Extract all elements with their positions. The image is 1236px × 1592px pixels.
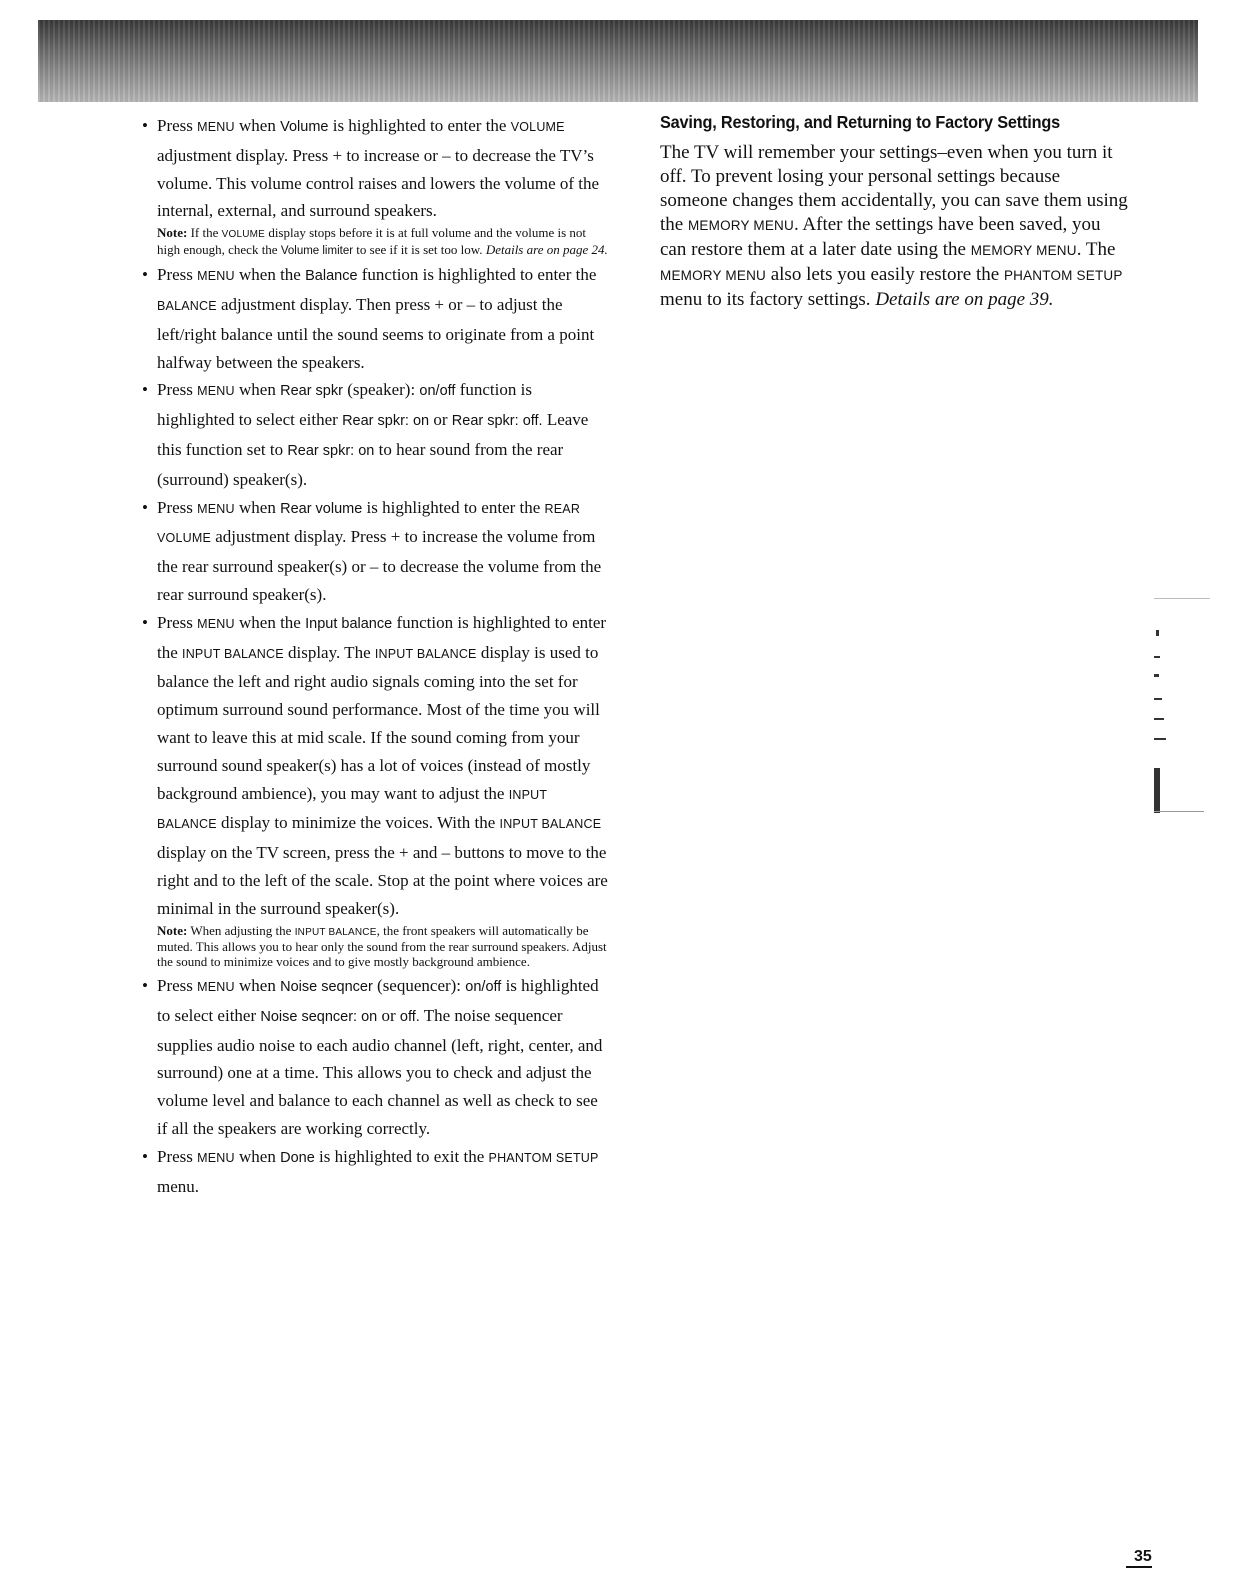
page-reference: Details are on page 24. — [485, 241, 608, 257]
page-number: 35 — [1126, 1548, 1152, 1568]
header-banner — [38, 20, 1198, 102]
bullet-balance: • Press MENU when the Balance function is highlighted to enter the BALANCE adjustment display. Then press + or – to adjust the left/right balance until the sound seems to originate from a point halfway between the speakers. — [140, 261, 610, 376]
note-volume: Note: If the VOLUME display stops before it is at full volume and the volume is not high enough, check the Volume limiter to see if it is set too low. Details are on page 24. — [157, 225, 608, 257]
left-column — [140, 112, 610, 1200]
instruction-list — [140, 112, 610, 1200]
page-reference: Details are on page 39. — [875, 289, 1054, 310]
bullet-rear-volume: • Press MENU when Rear volume is highlighted to enter the REAR VOLUME adjustment display. Press + to increase the volume from the rear surround speaker(s) or – to decrease the volume from the rear surround speaker(s). — [140, 494, 610, 609]
right-column — [660, 112, 1130, 312]
bullet-rear-speaker: • Press MENU when Rear spkr (speaker): on/off function is highlighted to select either Rear spkr: on or Rear spkr: off. Leave this function set to Rear spkr: on to hear sound from the rear (surround) speaker(s). — [140, 376, 610, 493]
bullet-done: • Press MENU when Done is highlighted to exit the PHANTOM SETUP menu. — [140, 1143, 610, 1201]
bullet-volume: • Press MENU when Volume is highlighted to enter the VOLUME adjustment display. Press + to increase or – to decrease the TV’s volume. This volume control raises and lowers the volume of the internal, external, and surround speakers. Note: If the VOLUME display stops before it is at full volume and the volume is not high enough, check the Volume limiter to see if it is set too low. Details are on page 24. — [140, 112, 610, 258]
note-input-balance: Note: When adjusting the INPUT BALANCE, the front speakers will automatically be muted. This allows you to hear only the sound from the rear surround speakers. Adjust the sound to minimize voices and to give mostly background ambience. — [157, 922, 607, 969]
memory-paragraph: The TV will remember your settings–even when you turn it off. To prevent losing your personal settings because someone changes them accidentally, you can save them using the MEMORY MENU. After the settings have been saved, you can restore them at a later date using the MEMORY MENU. The MEMORY MENU also lets you easily restore the PHANTOM SETUP menu to its factory settings. Details are on page 39. — [660, 142, 1128, 310]
scan-artifact — [1150, 590, 1210, 820]
bullet-input-balance: • Press MENU when the Input balance function is highlighted to enter the INPUT BALANCE display. The INPUT BALANCE display is used to balance the left and right audio signals coming into the set for optimum surround sound performance. Most of the time you will want to leave this at mid scale. If the sound coming from your surround sound speaker(s) has a lot of voices (instead of mostly background ambience), you may want to adjust the INPUT BALANCE display to minimize the voices. With the INPUT BALANCE display on the TV screen, press the + and – buttons to move to the right and to the left of the scale. Stop at the point where voices are minimal in the surround speaker(s). Note: When adjusting the INPUT BALANCE, the front speakers will automatically be muted. This allows you to hear only the sound from the rear surround speakers. Adjust the sound to minimize voices and to give mostly background ambience. — [140, 609, 610, 969]
section-heading: Saving, Restoring, and Returning to Factory Settings — [660, 112, 1060, 132]
bullet-noise-sequencer: • Press MENU when Noise seqncer (sequencer): on/off is highlighted to select either Noise seqncer: on or off. The noise sequencer supplies audio noise to each audio channel (left, right, center, and surround) one at a time. This allows you to check and adjust the volume level and balance to each channel as well as check to see if all the speakers are working correctly. — [140, 972, 610, 1143]
